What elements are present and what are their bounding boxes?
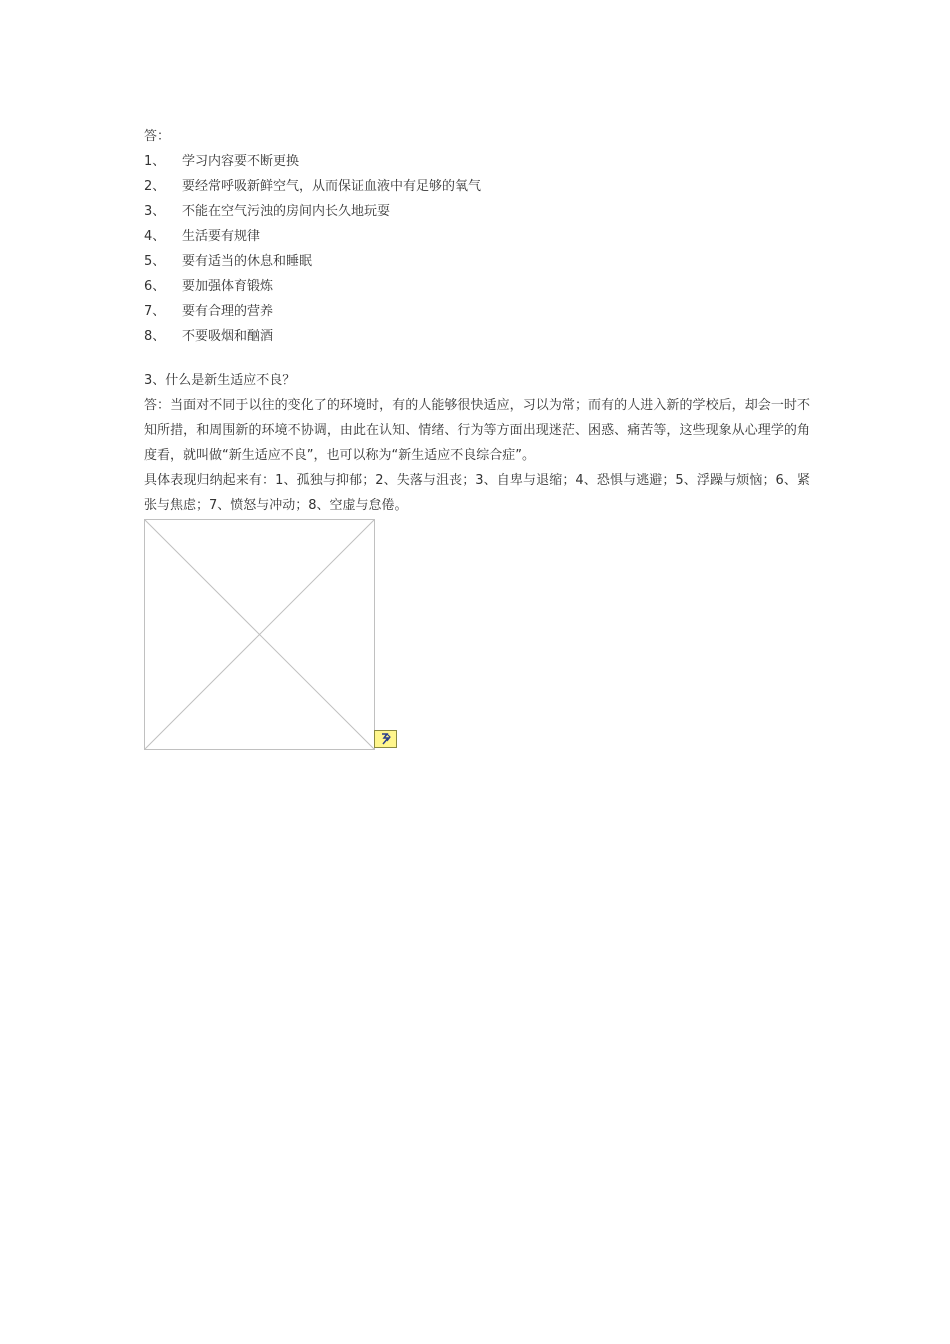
list-item	[144, 299, 810, 324]
list-item	[144, 224, 810, 249]
answer-paragraph: 答：当面对不同于以往的变化了的环境时，有的人能够很快适应，习以为常；而有的人进入新的学校后，却会一时不知所措，和周围新的环境不协调，由此在认知、情绪、行为等方面出现迷茫、困惑、痛苦等，这些现象从心理学的角度看，就叫做“新生适应不良”，也可以称为“新生适应不良综合症”。	[144, 398, 810, 463]
list-text: 不要吸烟和酗酒	[182, 329, 274, 344]
broken-image-icon	[374, 730, 397, 748]
question-title: 3、什么是新生适应不良？	[144, 373, 296, 388]
list-item	[144, 274, 810, 299]
list-number: 3、	[144, 204, 166, 219]
list-number: 7、	[144, 304, 166, 319]
list-number: 2、	[144, 179, 166, 194]
list-number: 1、	[144, 154, 166, 169]
list-text: 要加强体育锻炼	[182, 279, 274, 294]
document-page	[144, 124, 810, 750]
paragraph-spacer	[144, 349, 810, 368]
image-placeholder	[144, 519, 375, 750]
list-text: 生活要有规律	[182, 229, 261, 244]
list-number: 4、	[144, 229, 166, 244]
list-number: 5、	[144, 254, 166, 269]
list-item	[144, 249, 810, 274]
list-text: 要有适当的休息和睡眠	[182, 254, 313, 269]
symptoms-paragraph: 具体表现归纳起来有：1、孤独与抑郁；2、失落与沮丧；3、自卑与退缩；4、恐惧与逃避；5、浮躁与烦恼；6、紧张与焦虑；7、愤怒与冲动；8、空虚与怠倦。	[144, 473, 810, 513]
list-text: 要经常呼吸新鲜空气，从而保证血液中有足够的氧气	[182, 179, 482, 194]
list-text: 要有合理的营养	[182, 304, 274, 319]
list-text: 不能在空气污浊的房间内长久地玩耍	[182, 204, 391, 219]
list-text: 学习内容要不断更换	[182, 154, 300, 169]
list-item	[144, 324, 810, 349]
list-number: 8、	[144, 329, 166, 344]
list-item	[144, 149, 810, 174]
list-number: 6、	[144, 279, 166, 294]
list-item	[144, 174, 810, 199]
list-item	[144, 199, 810, 224]
answer-label: 答：	[144, 129, 171, 144]
image-placeholder-cross	[145, 520, 374, 749]
